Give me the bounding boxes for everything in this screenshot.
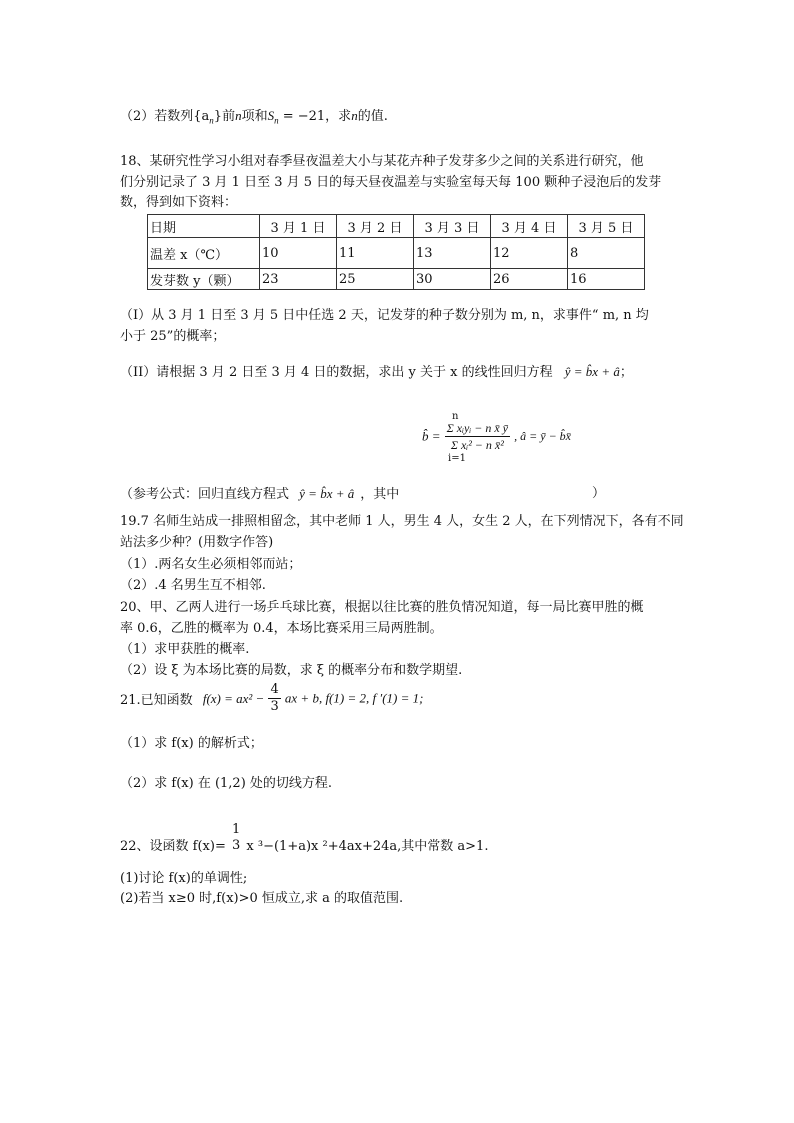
regression-formula: ŷ = b̂x + â (564, 364, 620, 379)
q22-part2: (2)若当 x≥0 时,f(x)>0 恒成立,求 a 的取值范围. (120, 891, 404, 906)
q22-statement (120, 822, 488, 854)
sum-bottom-index: i=1 (448, 453, 466, 464)
q17-subscript: n (209, 115, 214, 126)
ref-mid: ，其中 (360, 487, 400, 502)
table-cell: 8 (568, 238, 645, 269)
table-cell: 12 (491, 238, 568, 269)
table-cell: 30 (414, 269, 491, 290)
table-header-cell: 日期 (148, 215, 260, 238)
table-header-cell: 3 月 4 日 (491, 215, 568, 238)
ref-label: （参考公式：回归直线方程式 (120, 487, 290, 502)
sum-top-index: n (452, 411, 459, 422)
table-cell: 13 (414, 238, 491, 269)
a-hat-formula: , â = ȳ − b̂x̄ (514, 429, 572, 443)
q19-part2: （2）.4 名男生互不相邻. (120, 578, 266, 593)
q22-prefix: 22、设函数 f(x)= (120, 839, 226, 854)
q21-fraction (268, 682, 280, 715)
q21-part1: （1）求 f(x) 的解析式； (120, 736, 263, 751)
q22-rest: x ³−(1+a)x ²+4ax+24a,其中常数 a>1. (246, 839, 489, 854)
q18-part2 (120, 362, 633, 383)
table-row-label: 发芽数 y（颗） (148, 269, 260, 290)
q18-line3: 数，得到如下资料： (120, 195, 238, 210)
q17-n2: n (351, 108, 358, 123)
b-hat-denominator: Σ xᵢ² − n x̄² (450, 438, 504, 452)
q17-mid2: 项和 (241, 109, 268, 124)
q18-reference (120, 484, 399, 505)
q17-part2 (120, 106, 388, 131)
q21-statement (120, 682, 423, 715)
q21-prefix: 21.已知函数 (120, 693, 193, 708)
q22-frac-num: 1 (232, 822, 241, 837)
table-cell: 11 (337, 238, 414, 269)
q18-part1-line2: 小于 25”的概率； (120, 329, 226, 344)
b-hat-fraction (445, 420, 510, 453)
q17-n: n (235, 108, 242, 123)
q19-part1: （1）.两名女生必须相邻而站； (120, 557, 302, 572)
ref-close: ） (592, 486, 606, 501)
q21-frac-den: 3 (270, 699, 279, 714)
q21-frac-num: 4 (270, 682, 279, 697)
q20-part1: （1）求甲获胜的概率. (120, 642, 250, 657)
table-header-cell: 3 月 5 日 (568, 215, 645, 238)
q22-frac-den: 3 (232, 838, 241, 853)
table-row-label: 温差 x（℃） (148, 238, 260, 269)
q17-eq: = −21，求 (278, 109, 352, 124)
table-cell: 26 (491, 269, 568, 290)
q17-S: S (267, 108, 275, 123)
table-row-temperature (148, 238, 645, 269)
table-cell: 23 (260, 269, 337, 290)
b-hat-label: b̂ = (422, 428, 441, 444)
table-header-row (148, 215, 645, 238)
q21-func-left: f(x) = ax² − (202, 690, 265, 706)
q18-line2: 们分别记录了 3 月 1 日至 3 月 5 日的每天昼夜温差与实验室每天每 100 颗种子浸泡后的发芽 (120, 175, 662, 190)
q18-part2-end: ； (619, 365, 633, 380)
table-cell: 25 (337, 269, 414, 290)
table-cell: 16 (568, 269, 645, 290)
table-row-germination (148, 269, 645, 290)
q19-line1: 19.7 名师生站成一排照相留念，其中老师 1 人，男生 4 人，女生 2 人，在下列情况下，各有不同 (120, 514, 684, 529)
q18-line1: 18、某研究性学习小组对春季昼夜温差大小与某花卉种子发芽多少之间的关系进行研究，他 (120, 154, 644, 169)
ref-formula: ŷ = b̂x + â (299, 486, 355, 501)
q21-part2: （2）求 f(x) 在 (1,2) 处的切线方程. (120, 776, 333, 791)
b-hat-formula (422, 420, 571, 453)
q17-mid: }前 (213, 109, 236, 124)
table-cell: 10 (260, 238, 337, 269)
q17-S-sub: n (274, 115, 279, 126)
b-hat-numerator: Σ xᵢyᵢ − n x̄ ȳ (446, 421, 509, 435)
table-header-cell: 3 月 1 日 (260, 215, 337, 238)
table-header-cell: 3 月 3 日 (414, 215, 491, 238)
table-header-cell: 3 月 2 日 (337, 215, 414, 238)
q18-part1-line1: （I）从 3 月 1 日至 3 月 5 日中任选 2 天，记发芽的种子数分别为 m, n，求事件“ m, n 均 (120, 308, 649, 323)
q18-data-table (147, 214, 645, 290)
q18-part2-text: （II）请根据 3 月 2 日至 3 月 4 日的数据，求出 y 关于 x 的线性回归方程 (120, 365, 553, 380)
q20-line1: 20、甲、乙两人进行一场乒乓球比赛，根据以往比赛的胜负情况知道，每一局比赛甲胜的概 (120, 600, 644, 615)
q20-line2: 率 0.6，乙胜的概率为 0.4，本场比赛采用三局两胜制。 (120, 621, 443, 636)
q20-part2: （2）设 ξ 为本场比赛的局数，求 ξ 的概率分布和数学期望. (120, 663, 463, 678)
q17-end: 的值. (357, 109, 388, 124)
q22-fraction (230, 822, 242, 854)
q21-func-right: ax + b, f(1) = 2, f ′(1) = 1; (284, 690, 424, 706)
q22-part1: (1)讨论 f(x)的单调性; (120, 871, 248, 886)
q19-line2: 站法多少种？(用数字作答) (120, 535, 274, 550)
q17-part2-text: （2）若数列{a (120, 109, 210, 124)
